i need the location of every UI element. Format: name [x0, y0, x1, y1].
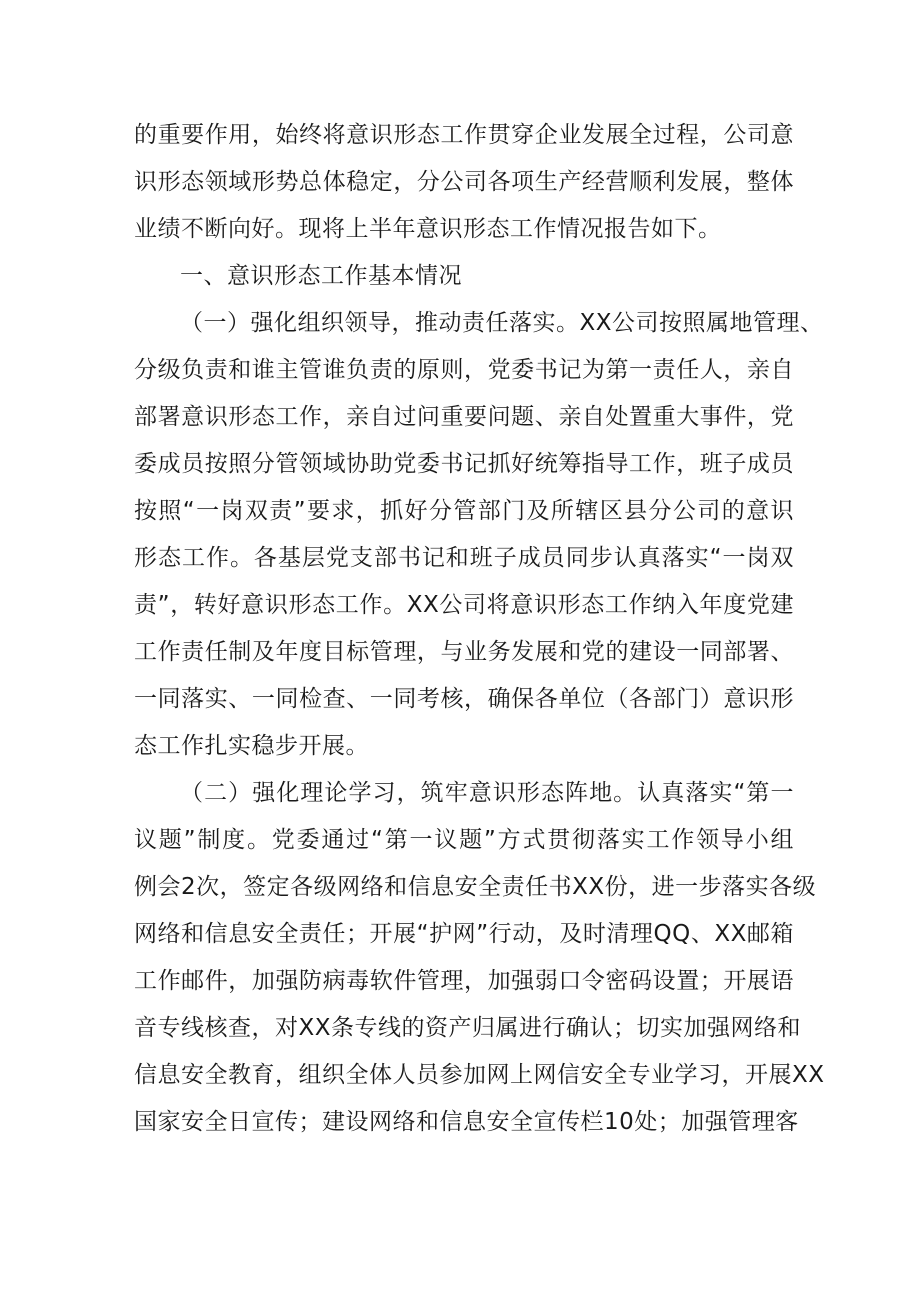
intro-line-3: 业绩不断向好。现将上半年意识形态工作情况报告如下。: [134, 216, 722, 242]
section-1-line-4: 委成员按照分管领域协助党委书记抓好统筹指导工作，班子成员: [134, 451, 794, 477]
section-2-line-8: 国家安全日宣传；建设网络和信息安全宣传栏10处；加强管理客: [134, 1109, 799, 1135]
section-1-line-2: 分级负责和谁主管谁负责的原则，党委书记为第一责任人，亲自: [134, 357, 794, 383]
section-2-line-3: 例会2次，签定各级网络和信息安全责任书XX份，进一步落实各级: [134, 874, 817, 900]
section-2-line-4: 网络和信息安全责任；开展“护网”行动，及时清理QQ、XX邮箱: [134, 921, 794, 947]
section-1-line-8: 工作责任制及年度目标管理，与业务发展和党的建设一同部署、: [134, 639, 794, 665]
section-1-line-7: 责”，转好意识形态工作。XX公司将意识形态工作纳入年度党建: [134, 592, 794, 618]
section-2-line-2: 议题”制度。党委通过“第一议题”方式贯彻落实工作领导小组: [134, 827, 794, 853]
section-1-line-10: 态工作扎实稳步开展。: [134, 733, 369, 759]
intro-line-2: 识形态领域形势总体稳定，分公司各项生产经营顺利发展，整体: [134, 169, 794, 195]
section-2-line-6: 音专线核查，对XX条专线的资产归属进行确认；切实加强网络和: [134, 1015, 802, 1041]
section-2-line-5: 工作邮件，加强防病毒软件管理，加强弱口令密码设置；开展语: [134, 968, 794, 994]
document-body: [134, 112, 825, 1146]
section-1-line-3: 部署意识形态工作，亲自过问重要问题、亲自处置重大事件，党: [134, 404, 794, 430]
section-1-line-6: 形态工作。各基层党支部书记和班子成员同步认真落实“一岗双: [134, 545, 794, 571]
intro-line-1: 的重要作用，始终将意识形态工作贯穿企业发展全过程，公司意: [134, 122, 794, 148]
section-2-line-7: 信息安全教育，组织全体人员参加网上网信安全专业学习，开展XX: [134, 1062, 825, 1088]
section-1-line-5: 按照“一岗双责”要求，抓好分管部门及所辖区县分公司的意识: [134, 498, 794, 524]
section-heading-1: 一、意识形态工作基本情况: [180, 263, 462, 289]
section-1-line-9: 一同落实、一同检查、一同考核，确保各单位（各部门）意识形: [134, 686, 794, 712]
section-2-line-1: （二）强化理论学习，筑牢意识形态阵地。认真落实“第一: [180, 780, 794, 806]
section-1-line-1: （一）强化组织领导，推动责任落实。XX公司按照属地管理、: [180, 310, 824, 336]
